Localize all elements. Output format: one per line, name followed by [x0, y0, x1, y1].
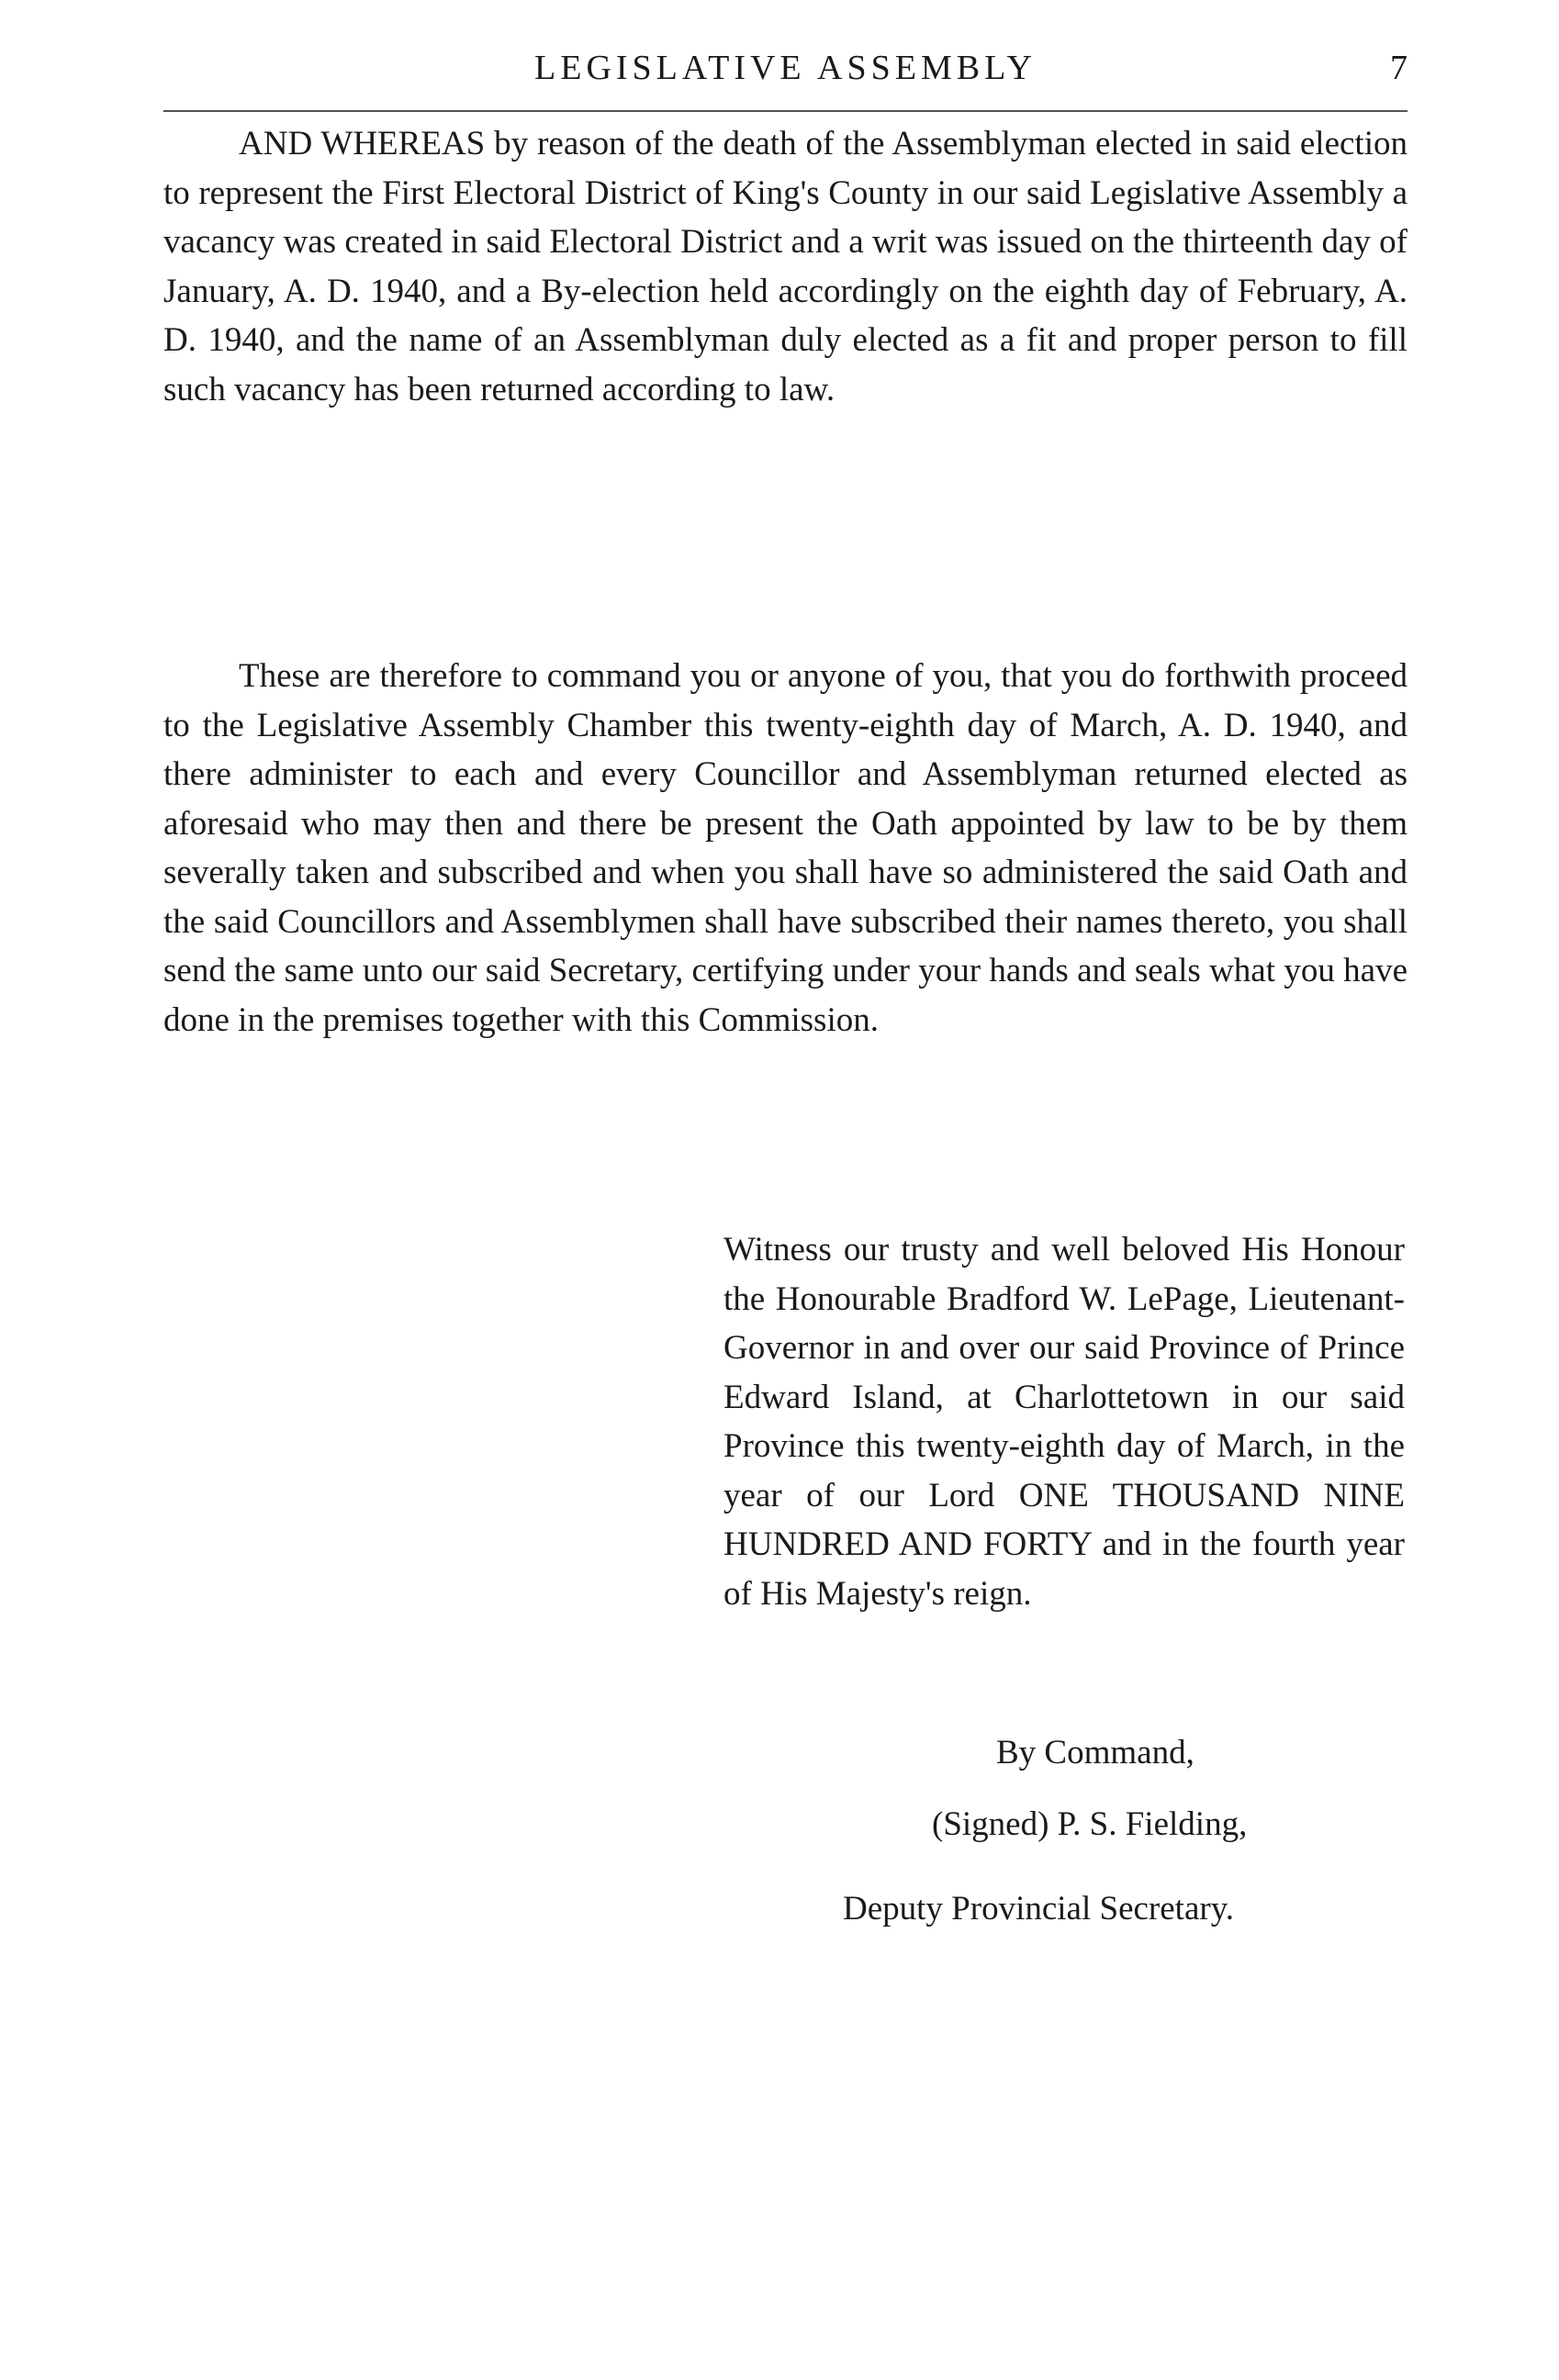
signatory-title: Deputy Provincial Secretary. — [843, 1890, 1235, 1927]
signed-line: (Signed) P. S. Fielding, — [932, 1805, 1248, 1843]
page-number: 7 — [1390, 49, 1408, 87]
paragraph-command: These are therefore to command you or anyone of you, that you do forthwith proceed to the Legislative Assembly Chamber this twenty-eighth day of March, A. D. 1940, and there administer to each and every Councillor and Assemblyman returned elected as aforesaid who may then and there be present the Oath appointed by law to be by them severally taken and subscribed and when you shall have so administered the said Oath and the said Councillors and Assemblymen shall have subscribed their names thereto, you shall send the same unto our said Secretary, certifying under your hands and seals what you have done in the premises together with this Commission. — [163, 657, 1408, 1039]
by-command: By Command, — [996, 1734, 1194, 1771]
running-header — [163, 48, 1408, 103]
paragraph-whereas: AND WHEREAS by reason of the death of the Assemblyman elected in said election to represent the First Electoral District of King's County in our said Legislative Assembly a vacancy was created in said Electoral District and a writ was issued on the thirteenth day of January, A. D. 1940, and a By-election held accordingly on the eighth day of February, A. D. 1940, and the name of an Assemblyman duly elected as a fit and proper person to fill such vacancy has been returned according to law. — [163, 125, 1408, 408]
witness-clause: Witness our trusty and well beloved His Honour the Honourable Bradford W. LePage, Lieutenant-Governor in and over our said Province of Prince Edward Island, at Charlottetown in our said Province this twenty-eighth day of March, in the year of our Lord ONE THOUSAND NINE HUNDRED AND FORTY and in the fourth year of His Majesty's reign. — [723, 1231, 1405, 1613]
header-rule — [163, 110, 1408, 112]
running-title: LEGISLATIVE ASSEMBLY — [534, 49, 1037, 87]
